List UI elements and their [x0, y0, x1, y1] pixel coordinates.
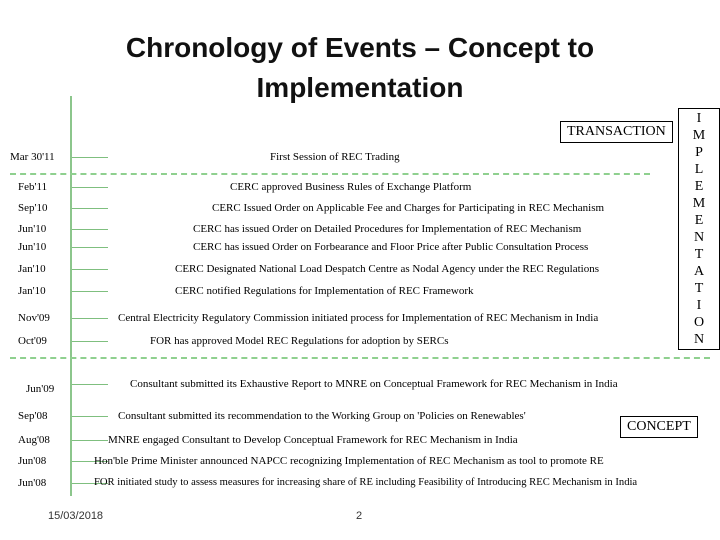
timeline-row — [0, 222, 720, 240]
timeline-row — [0, 150, 720, 168]
timeline-tick — [72, 269, 108, 270]
event-date: Sep'10 — [18, 202, 48, 214]
timeline-row — [0, 262, 720, 280]
event-date: Jan'10 — [18, 263, 46, 275]
implementation-letter: M — [692, 196, 706, 211]
event-text: Hon'ble Prime Minister announced NAPCC recognizing Implementation of REC Mechanism as tool to promote RE — [94, 455, 604, 467]
event-text: CERC approved Business Rules of Exchange Platform — [230, 181, 472, 193]
timeline-row — [0, 284, 720, 302]
timeline-row — [0, 377, 720, 395]
implementation-letter: E — [694, 213, 704, 228]
event-date: Jun'10 — [18, 223, 47, 235]
implementation-letter: M — [692, 128, 706, 143]
event-date: Aug'08 — [18, 434, 50, 446]
implementation-letter: I — [696, 111, 702, 126]
implementation-letter: I — [696, 298, 702, 313]
implementation-letter: T — [694, 281, 704, 296]
event-date: Jun'08 — [18, 477, 47, 489]
timeline-tick — [72, 208, 108, 209]
implementation-letter: L — [694, 162, 704, 177]
timeline-tick — [72, 247, 108, 248]
timeline-tick — [72, 416, 108, 417]
page-number: 2 — [356, 510, 363, 522]
event-date: Mar 30'11 — [10, 151, 55, 163]
event-text: MNRE engaged Consultant to Develop Conceptual Framework for REC Mechanism in India — [108, 434, 518, 446]
event-text: FOR initiated study to assess measures for increasing share of RE including Feasibility of Introducing REC Mechanism in India — [94, 477, 638, 488]
event-text: First Session of REC Trading — [270, 151, 400, 163]
timeline-tick — [72, 341, 108, 342]
timeline-tick — [72, 384, 108, 385]
event-text: CERC notified Regulations for Implementation of REC Framework — [175, 285, 474, 297]
timeline-row — [0, 311, 720, 329]
event-text: Consultant submitted its Exhaustive Report to MNRE on Conceptual Framework for REC Mechanism in India — [130, 378, 618, 390]
implementation-letter: N — [693, 332, 705, 347]
timeline-tick — [72, 187, 108, 188]
implementation-letter: A — [693, 264, 705, 279]
event-date: Jun'10 — [18, 241, 47, 253]
implementation-letter: P — [695, 145, 703, 160]
timeline-tick — [72, 157, 108, 158]
footer-date: 15/03/2018 — [48, 510, 104, 522]
event-date: Nov'09 — [18, 312, 50, 324]
event-text: CERC has issued Order on Forbearance and Floor Price after Public Consultation Process — [193, 241, 589, 253]
timeline-tick — [72, 291, 108, 292]
timeline-row — [0, 454, 720, 472]
implementation-letter: E — [694, 179, 704, 194]
slide-title: Chronology of Events – Concept to Implementation — [125, 32, 595, 103]
event-text: Consultant submitted its recommendation to the Working Group on 'Policies on Renewables' — [118, 410, 526, 422]
timeline-row — [0, 433, 720, 451]
timeline-tick — [72, 440, 108, 441]
timeline-row — [0, 409, 720, 427]
event-text: CERC has issued Order on Detailed Procedures for Implementation of REC Mechanism — [193, 223, 582, 235]
event-text: CERC Designated National Load Despatch Centre as Nodal Agency under the REC Regulations — [175, 263, 600, 275]
event-date: Jan'10 — [18, 285, 46, 297]
timeline-row — [0, 476, 720, 494]
timeline-row — [0, 334, 720, 352]
event-date: Jun'09 — [26, 383, 55, 395]
phase-divider — [10, 173, 650, 175]
event-date: Oct'09 — [18, 335, 47, 347]
event-date: Sep'08 — [18, 410, 48, 422]
timeline-row — [0, 180, 720, 198]
event-text: FOR has approved Model REC Regulations for adoption by SERCs — [150, 335, 449, 347]
transaction-label: TRANSACTION — [560, 121, 673, 143]
event-text: Central Electricity Regulatory Commission initiated process for Implementation of REC Mechanism in India — [118, 312, 599, 324]
phase-divider — [10, 357, 710, 359]
event-date: Feb'11 — [18, 181, 48, 193]
timeline-row — [0, 201, 720, 219]
implementation-letter: O — [693, 315, 705, 330]
implementation-letter: T — [694, 247, 704, 262]
timeline-row — [0, 240, 720, 258]
event-date: Jun'08 — [18, 455, 47, 467]
concept-label: CONCEPT — [620, 416, 698, 438]
event-text: CERC Issued Order on Applicable Fee and Charges for Participating in REC Mechanism — [212, 202, 605, 214]
timeline-tick — [72, 229, 108, 230]
timeline-tick — [72, 318, 108, 319]
implementation-letter: N — [693, 230, 705, 245]
